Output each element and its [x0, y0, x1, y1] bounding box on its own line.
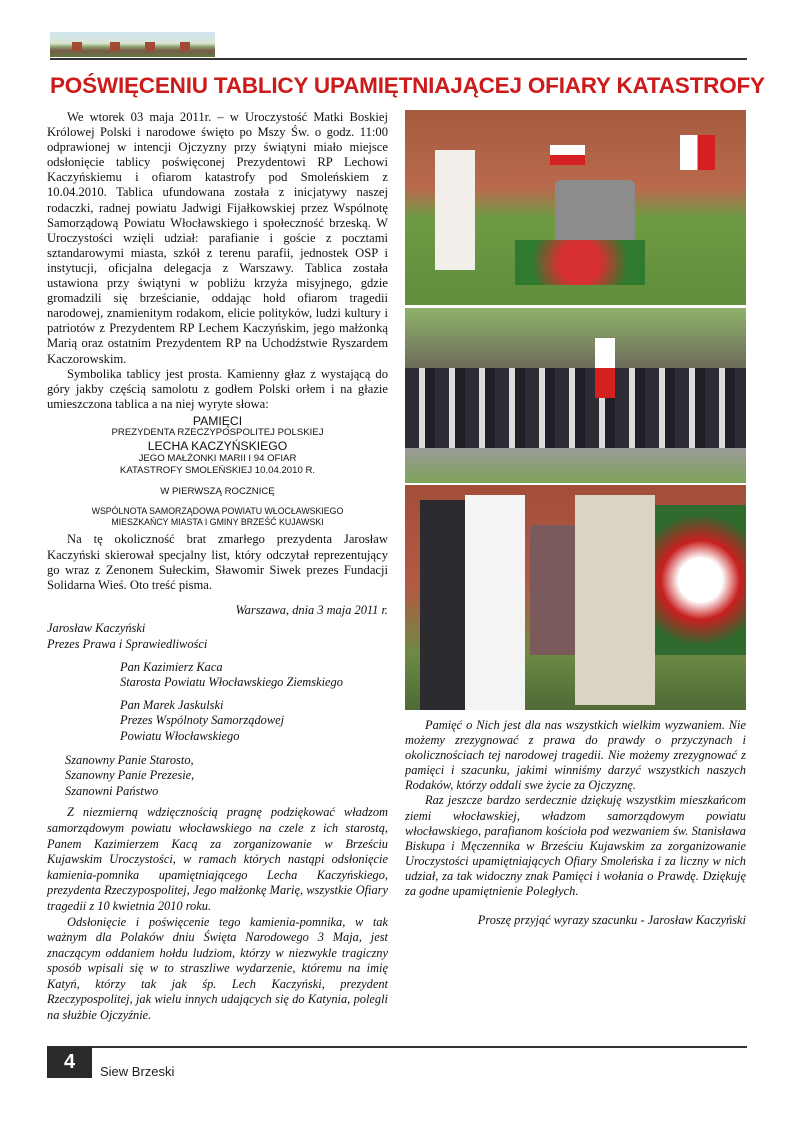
crowd-shape [405, 368, 746, 448]
plaque-inscription [47, 415, 388, 529]
inscription-line: WSPÓLNOTA SAMORZĄDOWA POWIATU WŁOCŁAWSKIEGO [91, 506, 344, 517]
letter-signature: Proszę przyjąć wyrazy szacunku - Jarosław Kaczyński [477, 913, 746, 928]
article-paragraph: We wtorek 03 maja 2011r. – w Uroczystość Matki Boskiej Królowej Polski i narodowe święto po Mszy Św. o godz. 11:00 odprawionej w intencji Ojczyzny przy świątyni miało miejsce odsłonięcie tablicy poświęconej Prezydentowi RP Lechowi Kaczyńskiemu i ofiarom katastrofy pod Smoleńskiem z 10.04.2010. Tablica ufundowana została z inicjatywy naszej rodaczki, radnej powiatu Jadwigi Fijałkowskiej przez Wspólnotę Samorządową Powiatu Włocławskiego i społeczność brzeską. W Uroczystości wzięli udział: parafianie i goście z pocztami sztandarowymi miasta, szkół z terenu parafii, jednostek OSP i instytucji, oficjalna delegacja z Warszawy. Tablica została ustawiona przy świątyni w pobliżu krzyża misyjnego, gdzie gromadzili się brześcianie, oddając hołd ofiarom tragedii narodowej, znamienitym rodakom, elicie polityków, ludzi kultury i patriotów z Prezydentem RP Lechem Kaczyńskim, jego małżonką Marią oraz ostatnim Prezydentem RP na Uchodźstwie Ryszardem Kaczorowskim. [47, 110, 388, 366]
flag-shape [550, 145, 585, 165]
priest-figure-shape [435, 150, 475, 270]
photo-consecration [405, 110, 746, 305]
footer-rule [92, 1046, 747, 1048]
roof-shape [180, 42, 190, 51]
letter-salutation: Szanowni Państwo [65, 783, 159, 798]
page-number: 4 [47, 1046, 92, 1078]
inscription-line: PAMIĘCI [192, 413, 243, 428]
letter-addressee-name: Pan Kazimierz Kaca [120, 659, 223, 674]
inscription-line: KATASTROFY SMOLEŃSKIEJ 10.04.2010 R. [119, 465, 316, 477]
flag-shape [680, 135, 715, 170]
letter-addressee-title: Powiatu Włocławskiego [120, 728, 240, 743]
letter-paragraph: Z niezmierną wdzięcznością pragnę podziękować władzom samorządowym powiatu włocławskiego na czele z ich starostą, Panem Kazimierzem Kacą za zorganizowanie w Brześciu Kujawskim Uroczystości, w ramach których nastąpi odsłonięcie kamienia-pomnika upamiętniającego Lecha Kaczyńskiego, prezydenta Rzeczypospolitej, Jego małżonkę Marię, wszystkie Ofiary tragedii z 10 kwietnia 2010 roku. [47, 805, 388, 913]
flowers-shape [515, 240, 645, 285]
letter-sender-title: Prezes Prawa i Sprawiedliwości [47, 637, 208, 651]
letter-addressee-title: Prezes Wspólnoty Samorządowej [120, 713, 285, 728]
letter-paragraph: Odsłonięcie i poświęcenie tego kamienia-pomnika, w tak ważnym dla Polaków dniu Święta Narodowego 3 Maja, jest znaczącym oddaniem hołdu ludziom, którzy w niezwykle tragiczny sposób wpisali się w to straszliwe wydarzenie, któremu na imię Katyń, którzy tak jak śp. Lech Kaczyński, prezydent Rzeczypospolitej, jak wielu innych udających się do Katynia, polegli na służbie Ojczyźnie. [47, 914, 388, 1023]
letter-paragraph: Raz jeszcze bardzo serdecznie dziękuję wszystkim mieszkańcom ziemi włocławskiej, władzom samorządowym powiatu włocławskiego, parafianom kościoła pod wezwaniem św. Stanisława Biskupa i Męczennika w Brześciu Kujawskim za zorganizowanie Uroczystości upamiętniających Ofiary Smoleńska i za liczny w nich udział, za tak widoczny znak Pamięci i wołania o Prawdę. Dziękuję za godne upamiętnienie Poległych. [405, 793, 746, 899]
letter-sender-name: Jarosław Kaczyński [47, 621, 146, 636]
roof-shape [145, 42, 155, 51]
letter-addressee-title: Starosta Powiatu Włocławskiego Ziemskiego [120, 675, 343, 690]
magazine-name: Siew Brzeski [100, 1064, 175, 1079]
right-column [405, 718, 746, 928]
letter-addressee-name: Pan Marek Jaskulski [120, 697, 224, 712]
inscription-line: LECHA KACZYŃSKIEGO [147, 439, 288, 454]
letter-salutation: Szanowny Panie Starosto, [65, 752, 194, 767]
letter-date: Warszawa, dnia 3 maja 2011 r. [235, 602, 388, 617]
photo-ceremony-crowd [405, 308, 746, 483]
banner-shape [595, 338, 615, 398]
left-column [47, 110, 388, 1024]
wreath-shape [655, 505, 746, 655]
woman-figure-shape [465, 495, 525, 710]
article-title: POŚWIĘCENIU TABLICY UPAMIĘTNIAJĄCEJ OFIARY KATASTROFY [50, 73, 765, 98]
inscription-line: PREZYDENTA RZECZYPOSPOLITEJ POLSKIEJ [111, 427, 324, 439]
header-town-photo [50, 32, 215, 57]
header-rule [50, 58, 747, 60]
letter-paragraph: Pamięć o Nich jest dla nas wszystkich wielkim wyzwaniem. Nie możemy zrezygnować z prawa do prawdy o przyczynach i okolicznościach tej narodowej tragedii. Nie możemy zrezygnować z pamięci i szacunku, jakimi winniśmy darzyć wszystkich naszych Rodaków, którzy oddali swe życie za Ojczyznę. [405, 718, 746, 793]
letter [47, 603, 388, 1024]
photo-wreath-laying [405, 485, 746, 710]
letter-salutation: Szanowny Panie Prezesie, [65, 768, 195, 783]
roof-shape [110, 42, 120, 51]
roof-shape [72, 42, 82, 51]
article-paragraph: Na tę okoliczność brat zmarłego prezydenta Jarosław Kaczyński skierował specjalny list, który odczytał reprezentujący go wraz z Zenonem Sułeckim, Sławomir Siwek prezes Fundacji Solidarna Wieś. Oto treść pisma. [47, 532, 388, 592]
inscription-line: JEGO MAŁŻONKI MARII I 94 OFIAR [138, 452, 297, 464]
inscription-line: W PIERWSZĄ ROCZNICĘ [160, 485, 275, 497]
inscription-line: MIESZKAŃCY MIASTA I GMINY BRZEŚĆ KUJAWSKI [111, 517, 324, 528]
woman-figure-shape [575, 495, 655, 705]
article-paragraph: Symbolika tablicy jest prosta. Kamienny głaz z wystającą do góry jakby częścią samolotu z godłem Polski orłem i na głazie umieszczona tablica a na niej wyryte słowa: [47, 366, 388, 411]
